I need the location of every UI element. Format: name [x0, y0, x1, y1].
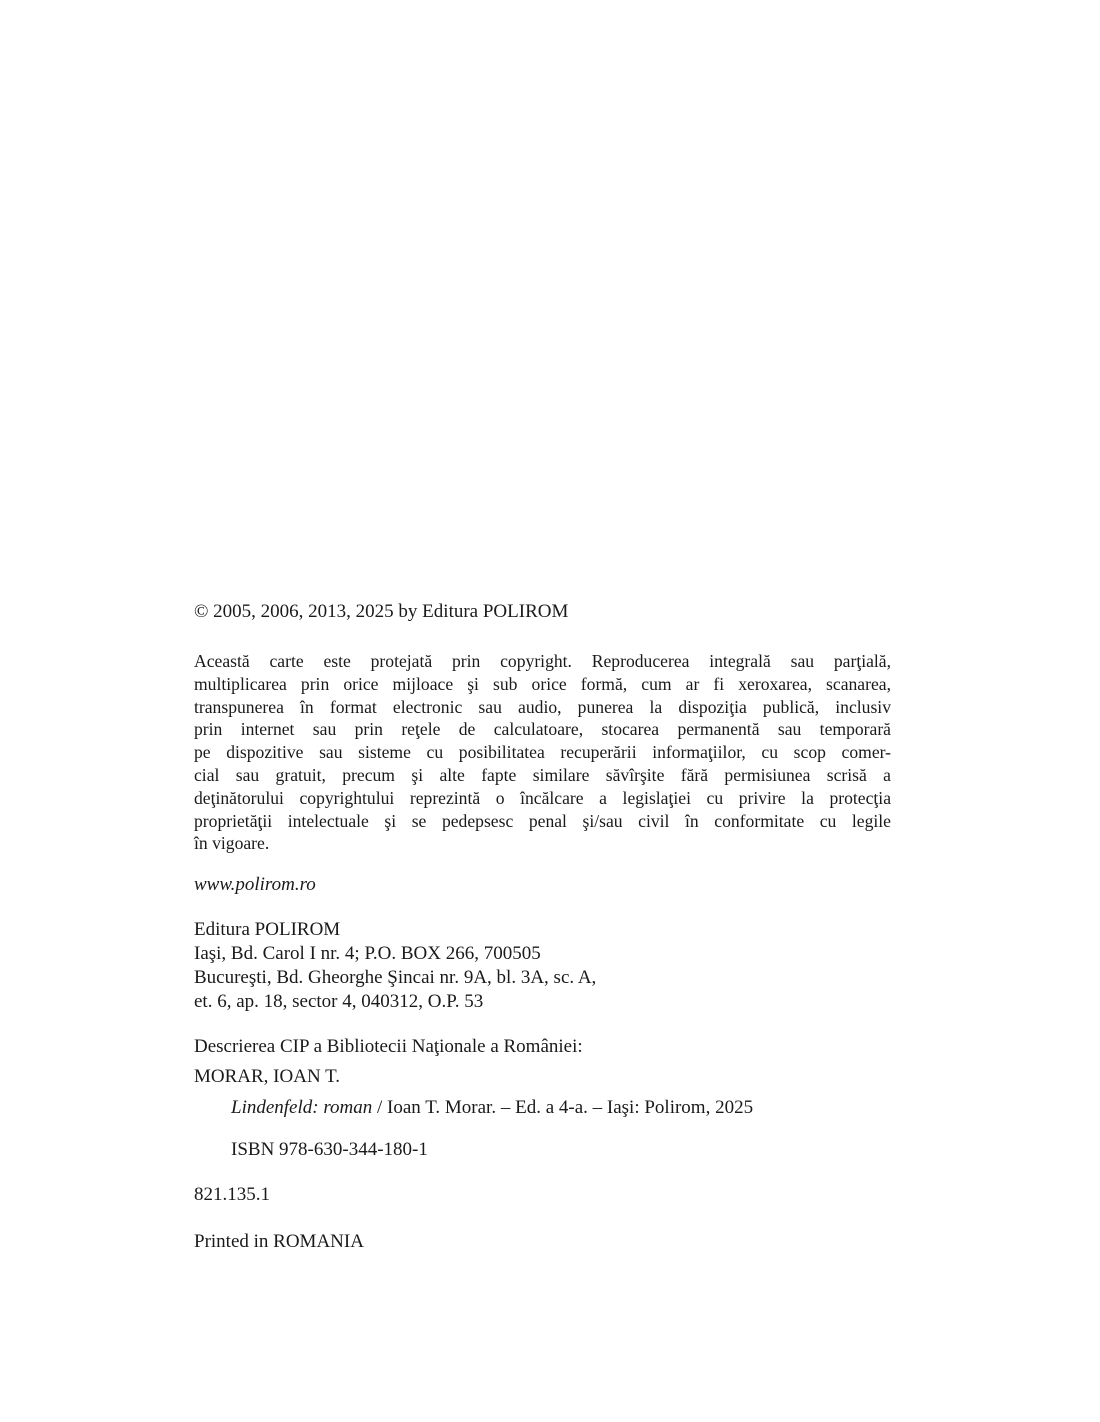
- legal-notice-line: prin internet sau prin reţele de calculatoare, stocarea permanentă sau temporară: [194, 719, 891, 740]
- address-iasi: Iaşi, Bd. Carol I nr. 4; P.O. BOX 266, 700505: [194, 943, 541, 965]
- legal-notice-line: în vigoare.: [194, 833, 270, 854]
- cip-description: [194, 1035, 894, 1162]
- legal-notice-line: pe dispozitive sau sisteme cu posibilitatea recuperării informaţiilor, cu scop comer-: [194, 742, 891, 763]
- legal-notice-line: Această carte este protejată prin copyright. Reproducerea integrală sau parţială,: [194, 651, 891, 671]
- legal-notice-line: multiplicarea prin orice mijloace şi sub orice formă, cum ar fi xeroxarea, scanarea,: [194, 673, 891, 694]
- legal-notice-line: proprietăţii intelectuale şi se pedepsesc penal şi/sau civil în conformitate cu legile: [194, 810, 891, 831]
- udc-code: 821.135.1: [194, 1184, 270, 1206]
- legal-notice: [194, 650, 891, 855]
- address-bucuresti: Bucureşti, Bd. Gheorghe Şincai nr. 9A, bl. 3A, sc. A,: [194, 967, 597, 989]
- edition-info: / Ioan T. Morar. – Ed. a 4-a. – Iaşi: Polirom, 2025: [372, 1097, 754, 1119]
- address-bucuresti-cont: et. 6, ap. 18, sector 4, 040312, O.P. 53: [194, 991, 484, 1013]
- book-title: Lindenfeld: roman: [231, 1097, 373, 1119]
- legal-notice-line: cial sau gratuit, precum şi alte fapte similare săvîrşite fără permisiunea scrisă a: [194, 764, 891, 785]
- publisher-name: Editura POLIROM: [194, 919, 341, 941]
- publisher-website: www.polirom.ro: [194, 874, 316, 896]
- legal-notice-line: transpunerea în format electronic sau audio, punerea la dispoziţia publică, inclusiv: [194, 696, 891, 717]
- legal-notice-line: deţinătorului copyrightului reprezintă o încălcare a legislaţiei cu privire la protecţia: [194, 787, 891, 808]
- imprint-block: [194, 600, 894, 1254]
- copyright-notice: © 2005, 2006, 2013, 2025 by Editura POLIROM: [194, 601, 569, 622]
- cip-heading: Descrierea CIP a Bibliotecii Naţionale a României:: [194, 1036, 583, 1058]
- printed-in: Printed in ROMANIA: [194, 1231, 364, 1253]
- cip-title-line: [194, 1096, 894, 1120]
- cip-author: MORAR, IOAN T.: [194, 1066, 341, 1088]
- publisher-address: [194, 918, 894, 1014]
- isbn: ISBN 978-630-344-180-1: [231, 1139, 428, 1161]
